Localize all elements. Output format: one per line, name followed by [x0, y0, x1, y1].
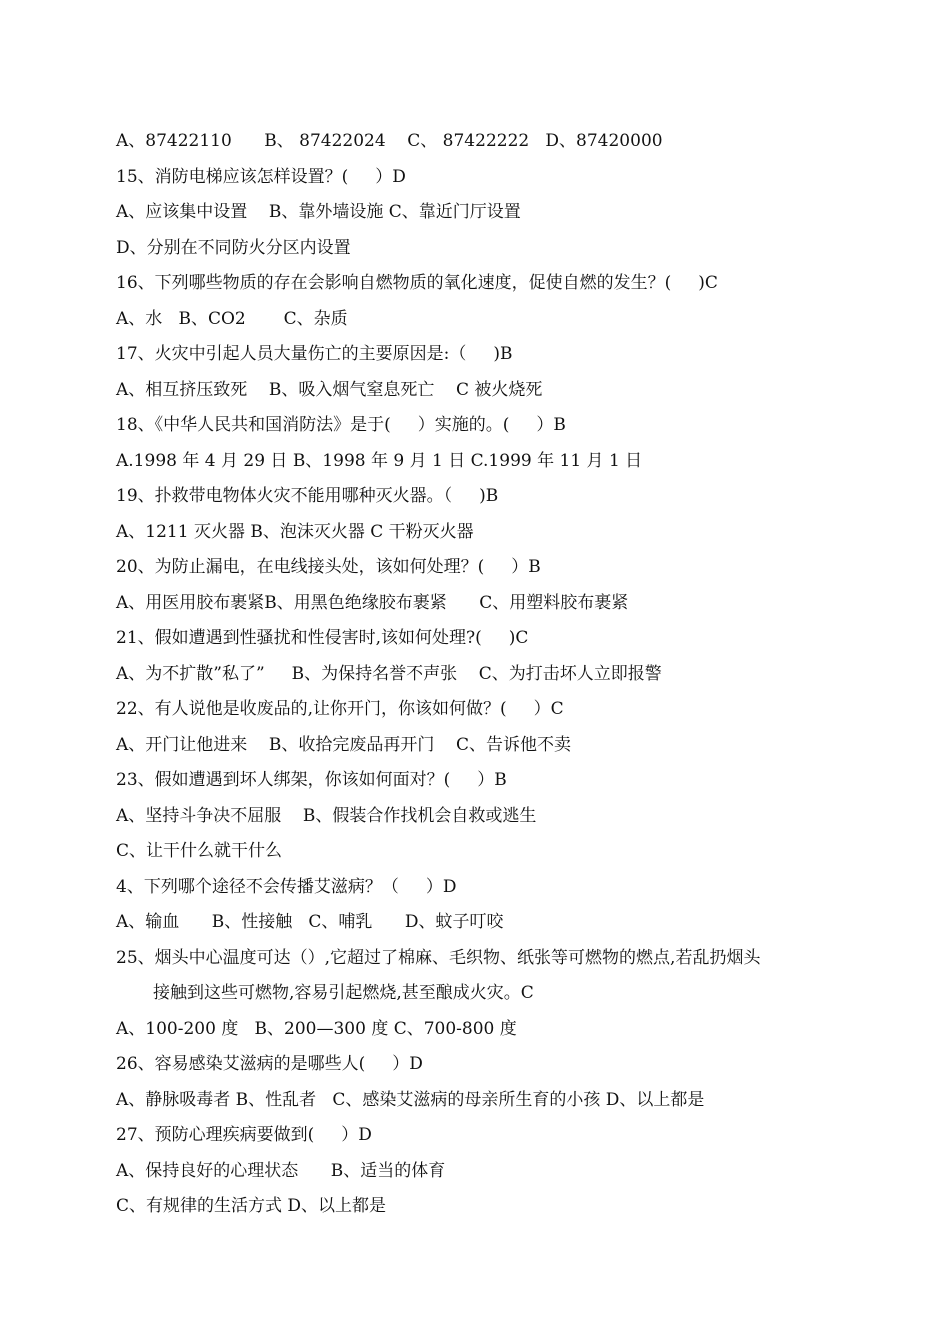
question-19: 19、扑救带电物体火灾不能用哪种灭火器。（ )B	[116, 486, 499, 506]
question-18: 18、《中华人民共和国消防法》是于( ）实施的。( ）B	[116, 415, 566, 435]
question-26: 26、容易感染艾滋病的是哪些人( ）D	[116, 1054, 423, 1074]
question-24: 4、下列哪个途径不会传播艾滋病？（ ）D	[116, 876, 457, 897]
question-22: 22、有人说他是收废品的,让你开门，你该如何做？( ）C	[116, 699, 564, 719]
answer-options-27b: C、有规律的生活方式 D、以上都是	[116, 1196, 387, 1216]
answer-options-17: A、相互挤压致死 B、吸入烟气窒息死亡 C 被火烧死	[116, 379, 543, 400]
answer-options-23a: A、坚持斗争决不屈服 B、假装合作找机会自救或逃生	[116, 805, 537, 826]
quiz-content	[116, 124, 846, 1225]
answer-options-15b: D、分别在不同防火分区内设置	[116, 237, 351, 258]
answer-options-26: A、静脉吸毒者 B、性乱者 C、感染艾滋病的母亲所生育的小孩 D、以上都是	[116, 1089, 705, 1110]
answer-options-15a: A、应该集中设置 B、靠外墙设施 C、靠近门厅设置	[116, 202, 521, 222]
answer-options-16: A、水 B、CO2 C、杂质	[116, 308, 348, 329]
question-15: 15、消防电梯应该怎样设置？( ）D	[116, 166, 406, 187]
question-20: 20、为防止漏电，在电线接头处，该如何处理？( ）B	[116, 557, 541, 577]
question-16: 16、下列哪些物质的存在会影响自燃物质的氧化速度，促使自燃的发生？( )C	[116, 273, 718, 293]
answer-options-27a: A、保持良好的心理状态 B、适当的体育	[116, 1160, 446, 1181]
answer-options-20: A、用医用胶布裹紧B、用黑色绝缘胶布裹紧 C、用塑料胶布裹紧	[116, 592, 629, 613]
answer-options-22: A、开门让他进来 B、收拾完废品再开门 C、告诉他不卖	[116, 734, 572, 755]
question-27: 27、预防心理疾病要做到( ）D	[116, 1125, 372, 1145]
answer-options-25: A、100-200 度 B、200—300 度 C、700-800 度	[116, 1018, 517, 1039]
question-25: 25、烟头中心温度可达（）,它超过了棉麻、毛织物、纸张等可燃物的燃点,若乱扔烟头	[116, 947, 761, 968]
answer-options-23b: C、让干什么就干什么	[116, 841, 283, 861]
answer-options-14: A、87422110 B、 87422024 C、 87422222 D、87420000	[116, 131, 663, 151]
answer-options-24: A、输血 B、性接触 C、哺乳 D、蚊子叮咬	[116, 912, 504, 932]
answer-options-18: A.1998 年 4 月 29 日 B、1998 年 9 月 1 日 C.1999 年 11 月 1 日	[116, 450, 643, 471]
question-17: 17、火灾中引起人员大量伤亡的主要原因是:（ )B	[116, 344, 513, 364]
question-23: 23、假如遭遇到坏人绑架，你该如何面对？( ）B	[116, 770, 507, 790]
question-25-continued: 接触到这些可燃物,容易引起燃烧,甚至酿成火灾。C	[153, 983, 534, 1003]
question-21: 21、假如遭遇到性骚扰和性侵害时,该如何处理?( )C	[116, 628, 529, 648]
answer-options-19: A、1211 灭火器 B、泡沫灭火器 C 干粉灭火器	[116, 521, 474, 542]
answer-options-21: A、为不扩散”私了” B、为保持名誉不声张 C、为打击坏人立即报警	[116, 663, 662, 684]
